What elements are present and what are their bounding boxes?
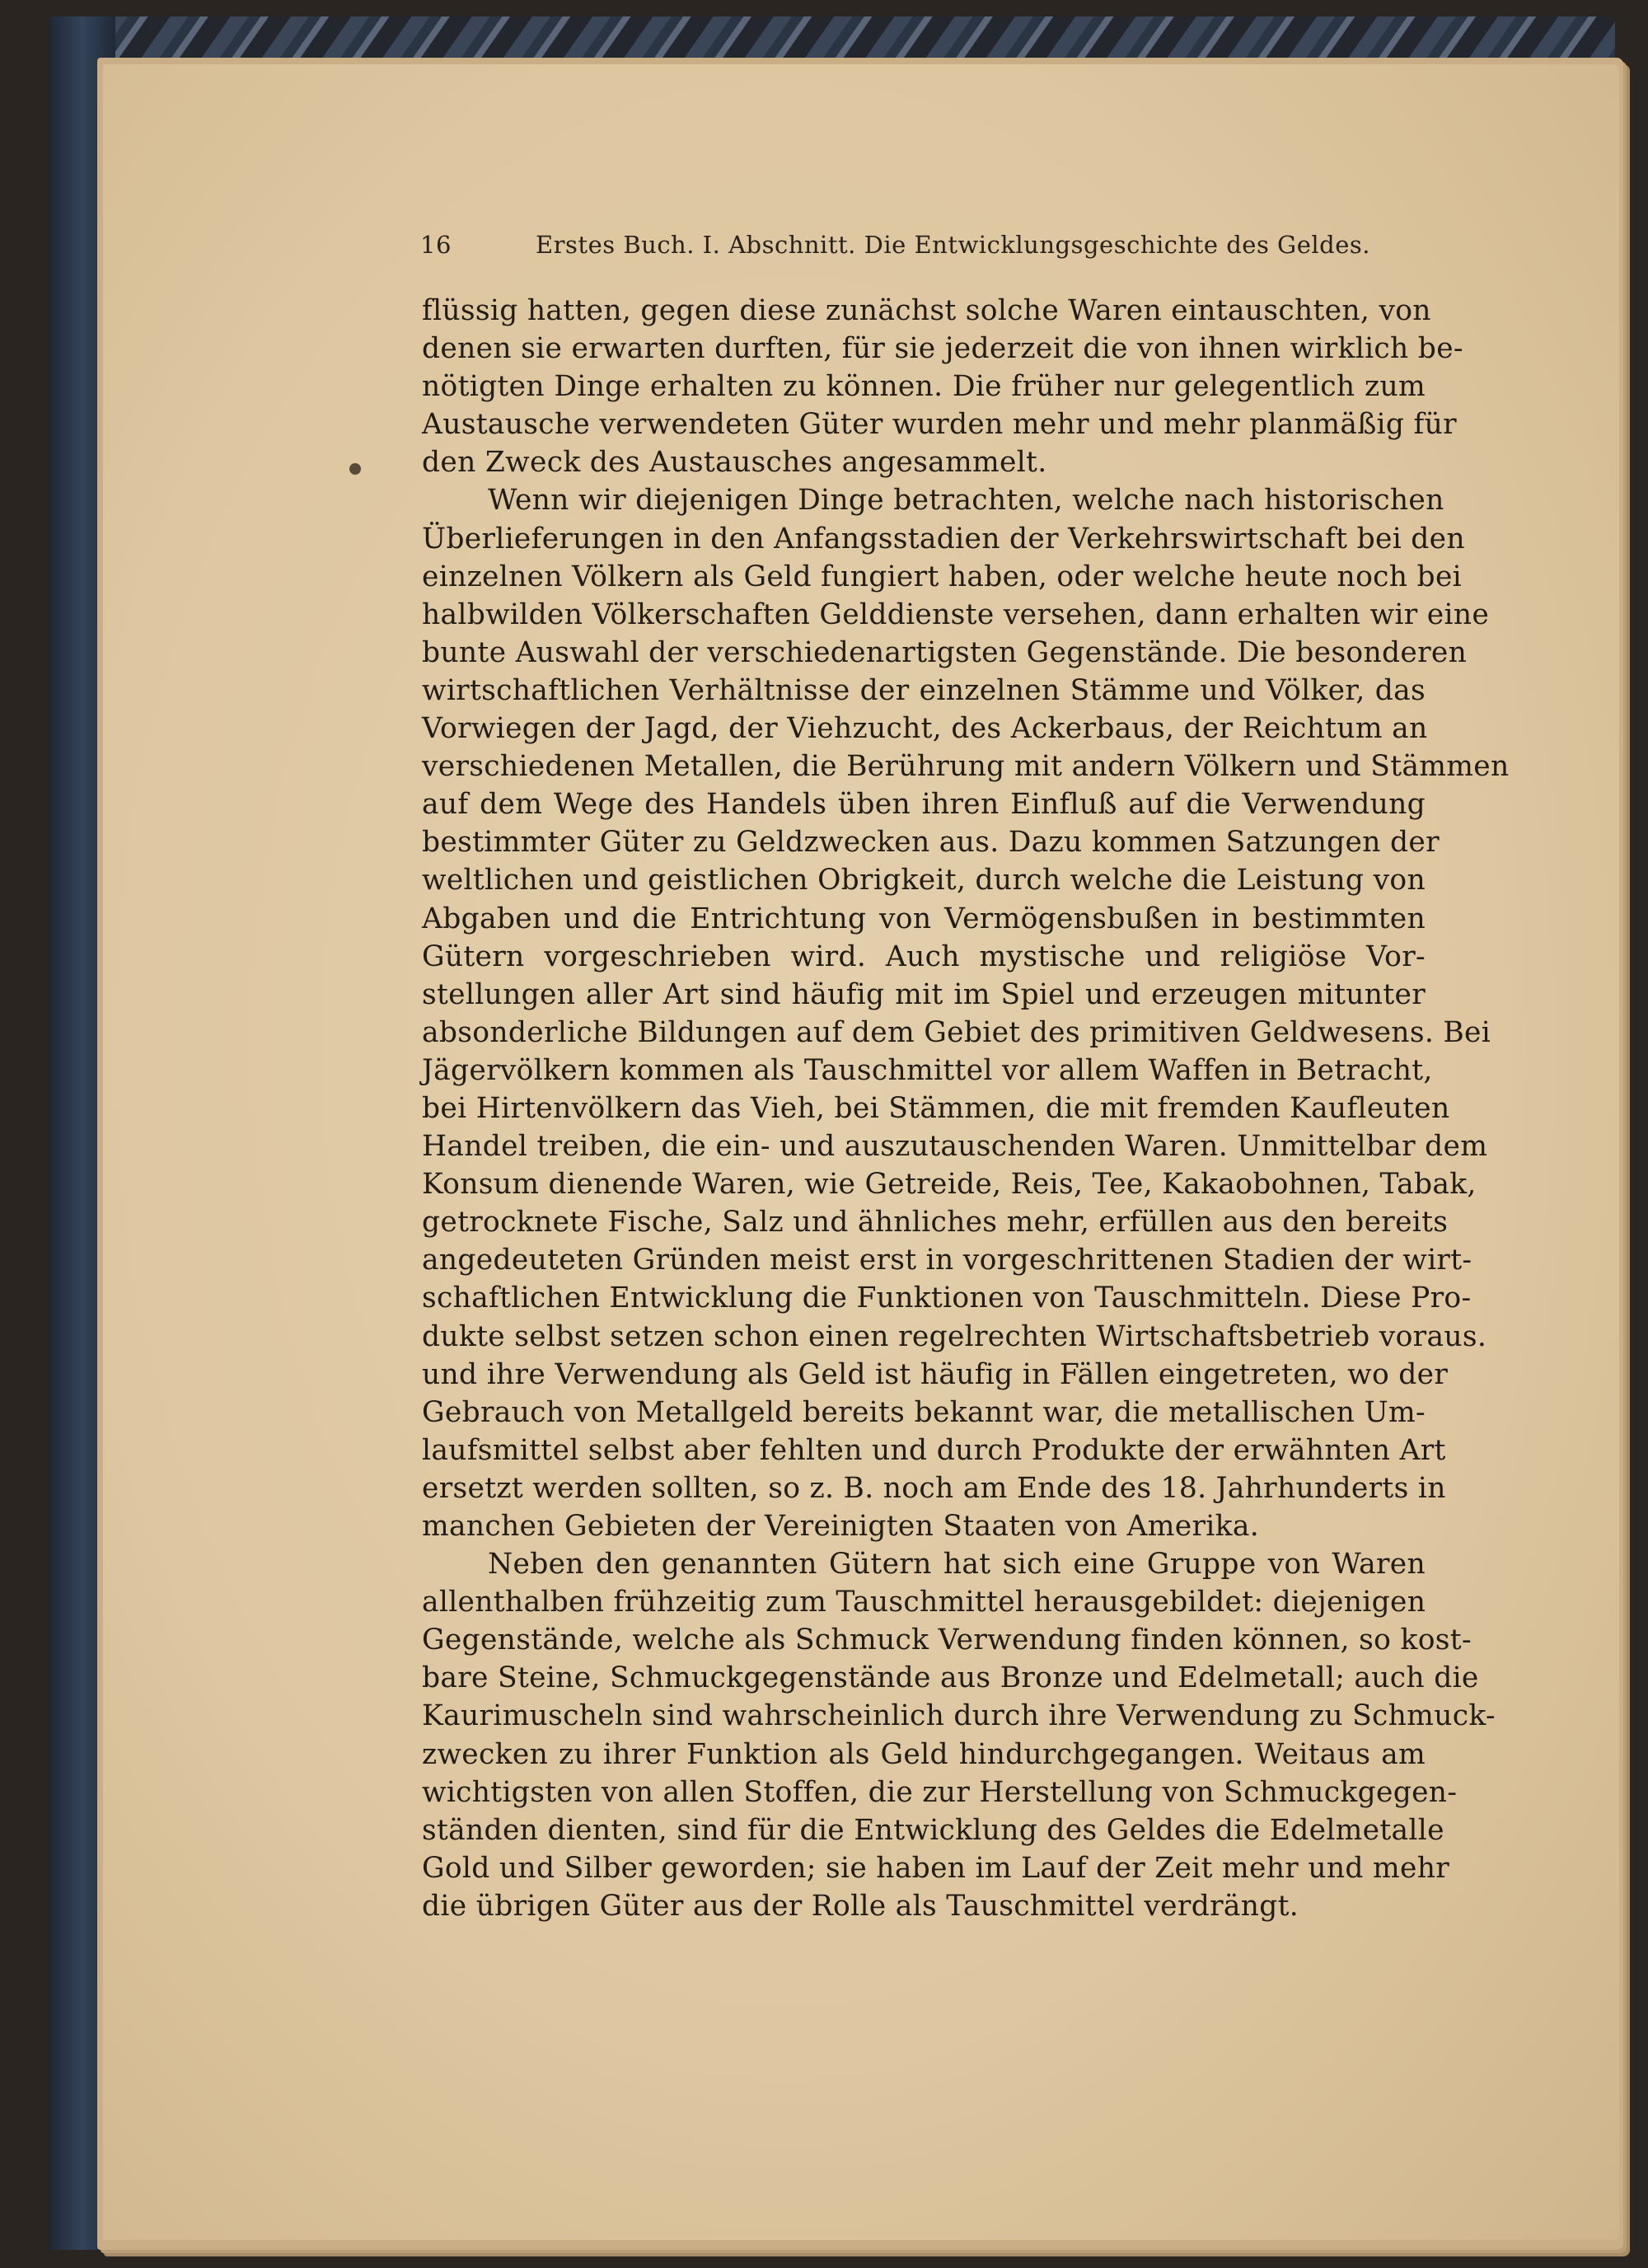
text-line: Wenn wir diejenigen Dinge betrachten, welche nach historischen [488,484,1444,518]
body-text [422,292,1510,1925]
text-line: stellungen aller Art sind häufig mit im Spiel und erzeugen mitunter [422,977,1426,1011]
text-line: wichtigsten von allen Stoffen, die zur Herstellung von Schmuckgegen- [422,1775,1458,1809]
text-line: getrocknete Fische, Salz und ähnliches mehr, erfüllen aus den bereits [422,1206,1449,1239]
text-line: manchen Gebieten der Vereinigten Staaten von Amerika. [422,1510,1259,1543]
text-line: schaftlichen Entwicklung die Funktionen von Tauschmitteln. Diese Pro- [422,1282,1472,1315]
text-line: Abgaben und die Entrichtung von Vermögensbußen in bestimmten [422,902,1426,935]
text-line: Konsum dienende Waren, wie Getreide, Reis, Tee, Kakaobohnen, Tabak, [422,1168,1477,1202]
text-line: einzelnen Völkern als Geld fungiert haben, oder welche heute noch bei [422,560,1462,593]
text-line: angedeuteten Gründen meist erst in vorgeschrittenen Stadien der wirt- [422,1244,1472,1277]
text-line: bunte Auswahl der verschiedenartigsten Gegenstände. Die besonderen [422,635,1468,669]
running-title: Erstes Buch. I. Abschnitt. Die Entwicklungsgeschichte des Geldes. [536,231,1370,259]
text-line: ständen dienten, sind für die Entwicklung des Geldes die Edelmetalle [422,1813,1444,1847]
text-line: allenthalben frühzeitig zum Tauschmittel herausgebildet: diejenigen [422,1586,1426,1619]
text-line: Austausche verwendeten Güter wurden mehr und mehr planmäßig für [422,408,1457,442]
text-line: wirtschaftlichen Verhältnisse der einzelnen Stämme und Völker, das [422,673,1426,707]
page-number: 16 [420,231,452,259]
text-line: bare Steine, Schmuckgegenstände aus Bronze und Edelmetall; auch die [422,1661,1479,1695]
margin-ink-spot [349,463,361,475]
text-line: nötigten Dinge erhalten zu können. Die früher nur gelegentlich zum [422,370,1426,404]
text-line: Handel treiben, die ein- und auszutauschenden Waren. Unmittelbar dem [422,1130,1488,1164]
running-head [420,231,1370,264]
text-line: den Zweck des Austausches angesammelt. [422,446,1047,480]
text-line: die übrigen Güter aus der Rolle als Tauschmittel verdrängt. [422,1889,1299,1923]
text-line: Vorwiegen der Jagd, der Viehzucht, des Ackerbaus, der Reichtum an [422,712,1428,746]
text-line: auf dem Wege des Handels üben ihren Einfluß auf die Verwendung [422,788,1426,822]
text-line: laufsmittel selbst aber fehlten und durch Produkte der erwähnten Art [422,1433,1446,1467]
text-line: bei Hirtenvölkern das Vieh, bei Stämmen, die mit fremden Kaufleuten [422,1091,1450,1125]
text-line: Gegenstände, welche als Schmuck Verwendung finden können, so kost- [422,1624,1472,1657]
text-line: bestimmter Güter zu Geldzwecken aus. Dazu kommen Satzungen der [422,826,1440,860]
text-line: dukte selbst setzen schon einen regelrechten Wirtschaftsbetrieb voraus. [422,1319,1487,1353]
text-line: Gebrauch von Metallgeld bereits bekannt war, die metallischen Um- [422,1395,1426,1429]
text-line: flüssig hatten, gegen diese zunächst solche Waren eintauschten, von [422,294,1431,327]
text-line: zwecken zu ihrer Funktion als Geld hindurchgegangen. Weitaus am [422,1737,1426,1771]
text-line: absonderliche Bildungen auf dem Gebiet des primitiven Geldwesens. Bei [422,1015,1491,1049]
text-line: Gütern vorgeschrieben wird. Auch mystische und religiöse Vor- [422,940,1426,973]
text-line: verschiedenen Metallen, die Berührung mit andern Völkern und Stämmen [422,750,1510,784]
text-line: Gold und Silber geworden; sie haben im Lauf der Zeit mehr und mehr [422,1851,1450,1885]
text-line: Kaurimuscheln sind wahrscheinlich durch ihre Verwendung zu Schmuck- [422,1699,1496,1733]
text-line: Jägervölkern kommen als Tauschmittel vor allem Waffen in Betracht, [422,1053,1433,1087]
text-line: halbwilden Völkerschaften Gelddienste versehen, dann erhalten wir eine [422,597,1490,631]
text-line: ersetzt werden sollten, so z. B. noch am Ende des 18. Jahrhunderts in [422,1471,1446,1505]
text-line: und ihre Verwendung als Geld ist häufig in Fällen eingetreten, wo der [422,1357,1449,1391]
text-line: Überlieferungen in den Anfangsstadien der Verkehrswirtschaft bei den [422,522,1465,555]
text-line: Neben den genannten Gütern hat sich eine Gruppe von Waren [488,1548,1426,1582]
text-line: denen sie erwarten durften, für sie jederzeit die von ihnen wirklich be- [422,332,1463,366]
text-line: weltlichen und geistlichen Obrigkeit, durch welche die Leistung von [422,864,1426,897]
